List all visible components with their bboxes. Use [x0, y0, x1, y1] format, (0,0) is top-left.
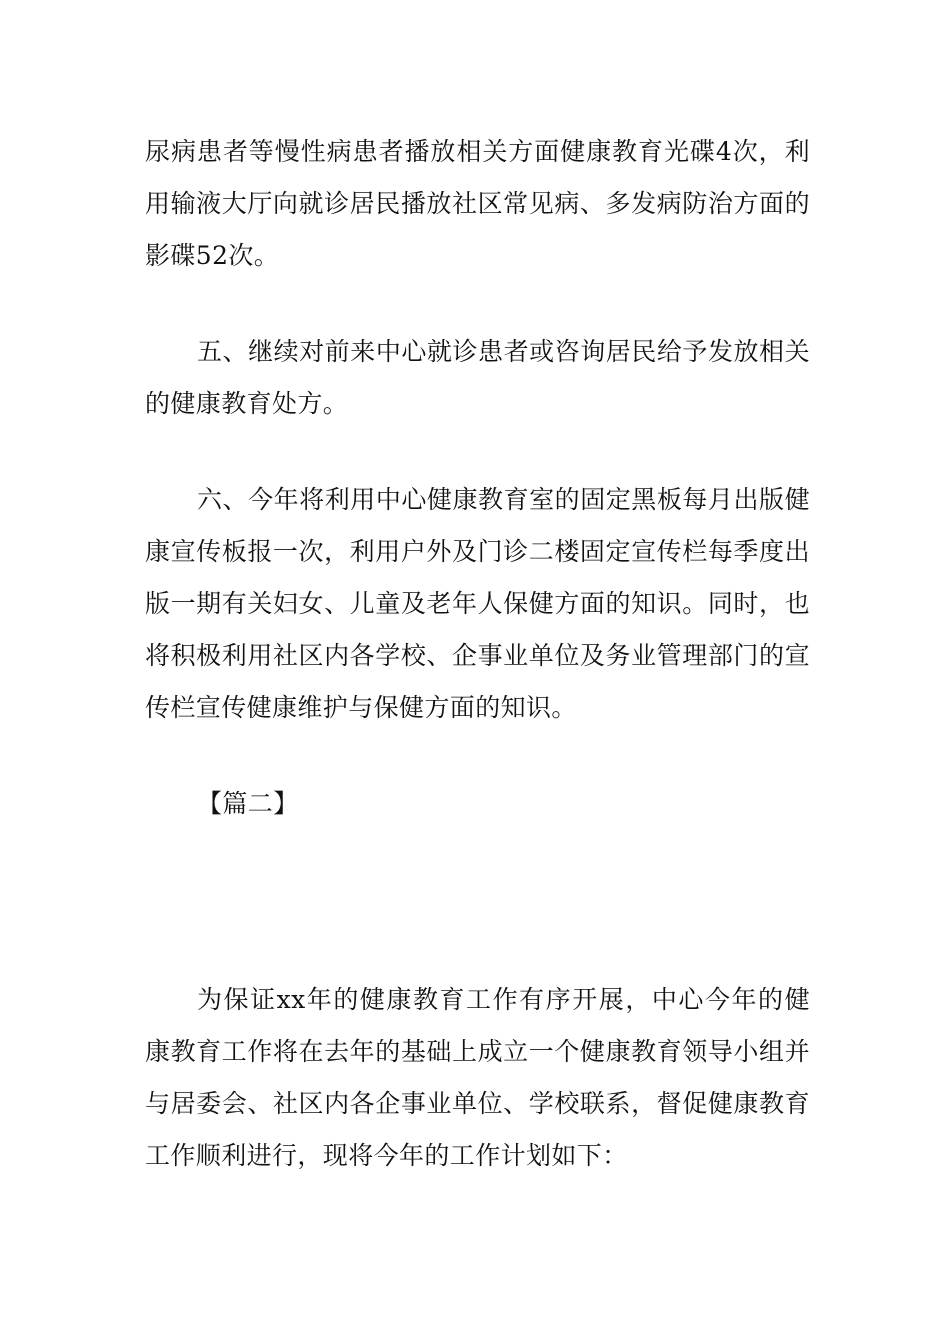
- section-heading: 【篇二】: [197, 789, 299, 818]
- paragraph-item-five: 五、继续对前来中心就诊患者或咨询居民给予发放相关的健康教育处方。: [145, 337, 810, 418]
- paragraph-continuation: 尿病患者等慢性病患者播放相关方面健康教育光碟4次，利用输液大厅向就诊居民播放社区常见病、多发病防治方面的影碟52次。: [145, 137, 810, 270]
- paragraph-item-six: 六、今年将利用中心健康教育室的固定黑板每月出版健康宣传板报一次，利用户外及门诊二楼固定宣传栏每季度出版一期有关妇女、儿童及老年人保健方面的知识。同时，也将积极利用社区内各学校、企事业单位及务业管理部门的宣传栏宣传健康维护与保健方面的知识。: [145, 485, 810, 722]
- paragraph-intro: 为保证xx年的健康教育工作有序开展，中心今年的健康教育工作将在去年的基础上成立一个健康教育领导小组并与居委会、社区内各企事业单位、学校联系，督促健康教育工作顺利进行，现将今年的工作计划如下：: [145, 985, 810, 1170]
